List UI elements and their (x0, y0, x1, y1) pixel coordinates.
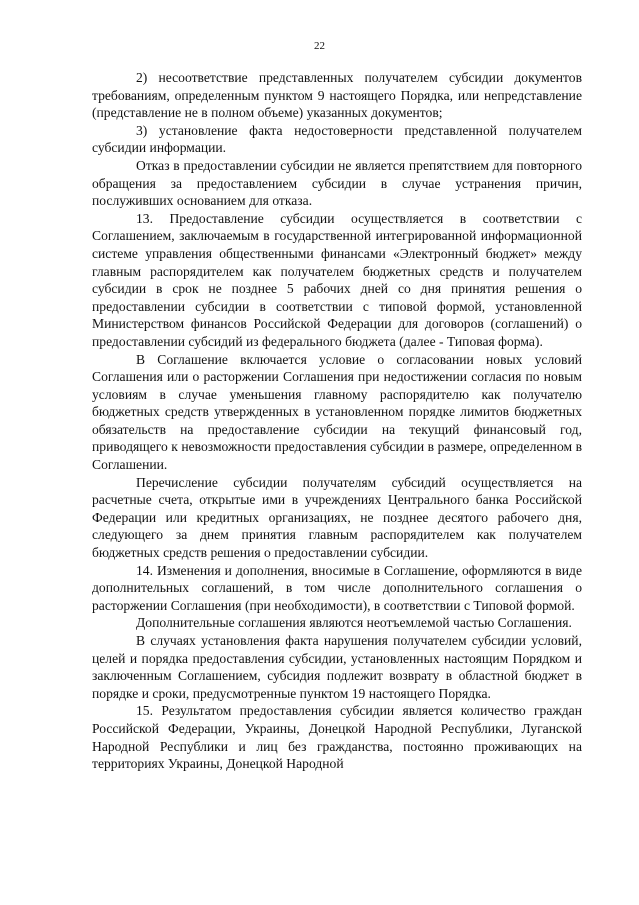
paragraph-refusal-not-obstacle: Отказ в предоставлении субсидии не является препятствием для повторного обращения за предоставлением субсидии в случае устранения причин, послуживших основанием для отказа. (92, 157, 582, 209)
paragraph-additional-agreements: Дополнительные соглашения являются неотъемлемой частью Соглашения. (136, 615, 572, 631)
paragraph-15-result: 15. Результатом предоставления субсидии является количество граждан Российской Федерации, Украины, Донецкой Народной Республики, Луганской Народной Республики и лиц без гражданства, постоянно проживающих на территориях Украины, Донецкой Народной (92, 703, 582, 772)
paragraph-item-3-inaccuracy: 3) установление факта недостоверности представленной получателем субсидии информации. (92, 122, 582, 156)
paragraph-transfer-of-subsidy: Перечисление субсидии получателям субсидий осуществляется на расчетные счета, открытые ими в учреждениях Центрального банка Российской Федерации или кредитных организациях, не позднее десятого рабочего дня, следующего за днем принятия главным распорядителем как получателем бюджетных средств решения о предоставлении субсидии. (92, 474, 582, 561)
paragraph-item-2-noncompliance: 2) несоответствие представленных получателем субсидии документов требованиям, определенным пунктом 9 настоящего Порядка, или непредставление (представление не в полном объеме) указанных документов; (92, 70, 582, 121)
page-number: 22 (314, 40, 325, 52)
paragraph-14-amendments: 14. Изменения и дополнения, вносимые в Соглашение, оформляются в виде дополнительных соглашений, в том числе дополнительного соглашения о расторжении Соглашения (при необходимости), в соответствии с Типовой формой. (92, 562, 582, 613)
paragraph-violation-return: В случаях установления факта нарушения получателем субсидии условий, целей и порядка предоставления субсидии, установленных настоящим Порядком и заключенным Соглашением, субсидия подлежит возврату в областной бюджет в порядке и сроки, предусмотренные пунктом 19 настоящего Порядка. (92, 633, 582, 701)
document-body (92, 69, 582, 773)
paragraph-agreement-conditions: В Соглашение включается условие о согласовании новых условий Соглашения или о расторжении Соглашения при недостижении согласия по новым условиям в случае уменьшения главному распорядителю как получателю бюджетных средств утвержденных в установленном порядке лимитов бюджетных обязательств на предоставление субсидии на текущий финансовый год, приводящего к невозможности предоставления субсидии в размере, определенном в Соглашении. (92, 351, 582, 473)
paragraph-13-agreement: 13. Предоставление субсидии осуществляется в соответствии с Соглашением, заключаемым в государственной интегрированной информационной системе управления общественными финансами «Электронный бюджет» между главным распорядителем как получателем бюджетных средств и получателем субсидии в срок не позднее 5 рабочих дней со дня принятия решения о предоставлении субсидии в соответствии с типовой формой, установленной Министерством финансов Российской Федерации для договоров (соглашений) о предоставлении субсидий из федерального бюджета (далее - Типовая форма). (92, 210, 582, 349)
